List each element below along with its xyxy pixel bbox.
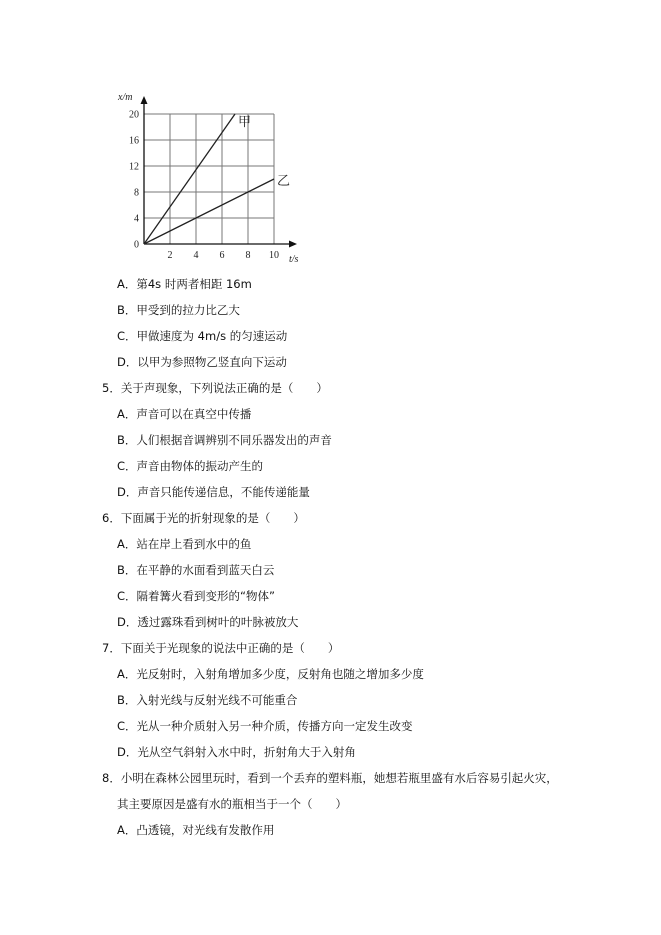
q5-option-c: C．声音由物体的振动产生的	[117, 459, 264, 473]
q6-stem: 6．下面属于光的折射现象的是（ ）	[102, 511, 305, 525]
x-tick-label: 6	[219, 250, 225, 261]
q4-option-a: A．第4s 时两者相距 16m	[117, 277, 252, 291]
q6-option-c: C．隔着篝火看到变形的“物体”	[117, 589, 275, 603]
x-tick-label: 4	[193, 250, 199, 261]
y-tick-label: 16	[129, 135, 139, 147]
y-tick-label: 12	[129, 161, 139, 173]
position-time-chart	[110, 85, 310, 265]
q8-option-a: A．凸透镜，对光线有发散作用	[117, 823, 275, 837]
series-label-1: 甲	[238, 114, 252, 129]
q6-option-a: A．站在岸上看到水中的鱼	[117, 537, 252, 551]
series-label-2: 乙	[277, 173, 291, 188]
q5-option-d: D．声音只能传递信息，不能传递能量	[117, 485, 310, 499]
chart-series	[144, 114, 290, 244]
q7-option-c: C．光从一种介质射入另一种介质，传播方向一定发生改变	[117, 719, 413, 733]
q6-option-d: D．透过露珠看到树叶的叶脉被放大	[117, 615, 299, 629]
q7-option-b: B．入射光线与反射光线不可能重合	[117, 693, 298, 707]
x-tick-label: 8	[245, 250, 251, 261]
chart-grid	[144, 114, 274, 244]
q7-option-a: A．光反射时，入射角增加多少度，反射角也随之增加多少度	[117, 667, 424, 681]
q4-option-d: D．以甲为参照物乙竖直向下运动	[117, 355, 287, 369]
y-axis-label: x/m	[118, 92, 133, 103]
y-tick-label: 20	[129, 109, 139, 121]
series-line-1	[144, 114, 235, 244]
q8-stem: 8．小明在森林公园里玩时，看到一个丢弃的塑料瓶，她想若瓶里盛有水后容易引起火灾，	[102, 771, 558, 785]
series-line-2	[144, 179, 274, 244]
q7-stem: 7．下面关于光现象的说法中正确的是（ ）	[102, 641, 340, 655]
q6-option-b: B．在平静的水面看到蓝天白云	[117, 563, 275, 577]
y-axis-arrow	[141, 96, 148, 104]
y-tick-label: 8	[134, 187, 139, 199]
x-tick-label: 10	[269, 250, 279, 261]
y-tick-label: 4	[134, 213, 139, 225]
q7-option-d: D．光从空气斜射入水中时，折射角大于入射角	[117, 745, 356, 759]
q4-option-b: B．甲受到的拉力比乙大	[117, 303, 240, 317]
q5-option-a: A．声音可以在真空中传播	[117, 407, 252, 421]
x-axis-label: t/s	[289, 254, 299, 265]
q5-stem: 5．关于声现象，下列说法正确的是（ ）	[102, 381, 328, 395]
q5-option-b: B．人们根据音调辨别不同乐器发出的声音	[117, 433, 332, 447]
y-tick-label: 0	[134, 239, 139, 251]
x-axis-arrow	[289, 241, 297, 248]
q8-stem-continued: 其主要原因是盛有水的瓶相当于一个（ ）	[117, 797, 347, 811]
x-tick-label: 2	[167, 250, 173, 261]
q4-option-c: C．甲做速度为 4m/s 的匀速运动	[117, 329, 288, 343]
